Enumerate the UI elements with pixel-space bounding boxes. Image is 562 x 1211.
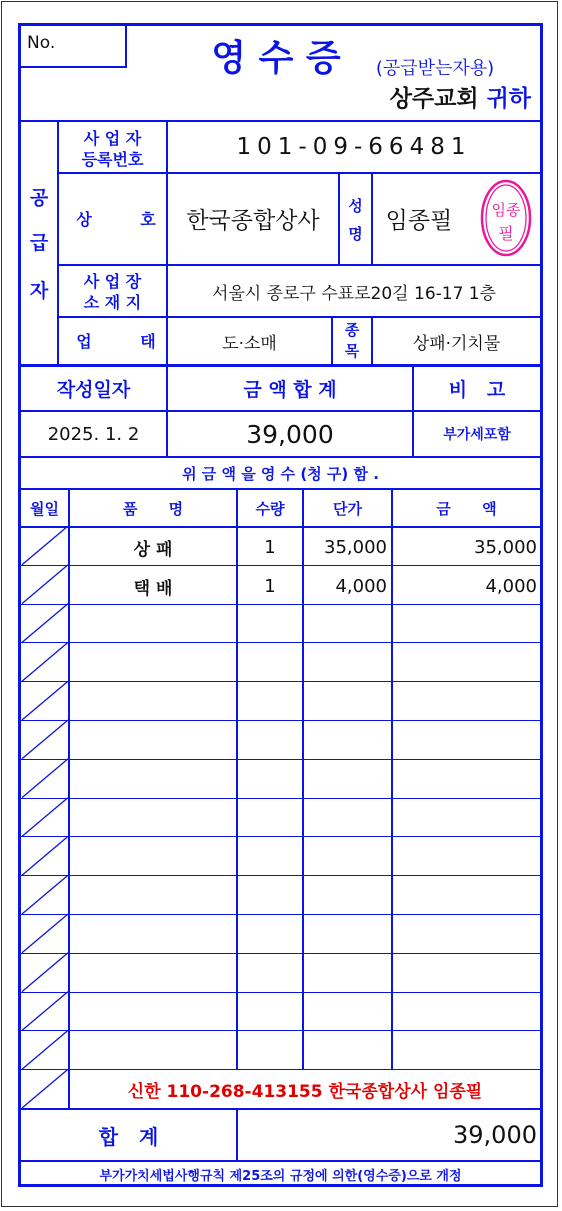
honorific: 귀하 xyxy=(486,85,531,112)
owner-label-2: 명 xyxy=(348,224,363,243)
receipt-subtitle: (공급받는자용) xyxy=(375,58,495,79)
date-slash xyxy=(22,798,68,837)
date-slash xyxy=(22,681,68,720)
owner-name: 임종필 xyxy=(385,207,453,234)
date-slash xyxy=(22,1030,68,1069)
date-slash xyxy=(22,759,68,798)
row-divider xyxy=(21,720,540,721)
row-divider xyxy=(21,681,540,682)
address-value: 서울시 종로구 수표로20길 16-17 1층 xyxy=(211,283,497,304)
address-label-2: 소 재 지 xyxy=(83,292,142,312)
table-row xyxy=(21,567,540,605)
biz-no-label-1: 사 업 자 xyxy=(83,128,142,148)
company-name: 한국종합상사 xyxy=(186,207,320,234)
item-label-2: 목 xyxy=(344,341,360,360)
header-price: 단가 xyxy=(333,499,362,518)
date-slash xyxy=(22,565,68,604)
row-divider xyxy=(21,914,540,915)
row-divider xyxy=(21,992,540,993)
date-slash xyxy=(22,1069,68,1108)
company-label-b: 호 xyxy=(140,209,156,229)
recipient-name: 상주교회 xyxy=(389,85,479,112)
no-label: No. xyxy=(27,33,56,53)
row-price: 4,000 xyxy=(335,575,387,597)
date-slash xyxy=(22,642,68,681)
row-item: 택 배 xyxy=(133,578,173,599)
supplier-label-2: 급 xyxy=(29,231,49,254)
row-divider xyxy=(21,759,540,760)
receipt-title: 영 수 증 xyxy=(211,37,341,79)
type-label-a: 업 xyxy=(76,331,92,351)
date-slash xyxy=(22,836,68,875)
row-amount: 35,000 xyxy=(474,536,537,558)
total-label: 금 액 합 계 xyxy=(243,379,337,401)
date-slash xyxy=(22,953,68,992)
note-value: 부가세포함 xyxy=(443,427,511,443)
row-divider xyxy=(21,798,540,799)
row-divider xyxy=(21,953,540,954)
sum-label: 합 계 xyxy=(98,1124,159,1149)
regulation-note: 부가가치세법사행규칙 제25조의 규정에 의한(영수증)으로 개정 xyxy=(99,1168,462,1184)
address-label-1: 사 업 장 xyxy=(83,271,142,291)
type-label-b: 태 xyxy=(140,331,156,351)
date-value: 2025. 1. 2 xyxy=(47,423,140,445)
row-item: 상 패 xyxy=(133,539,173,560)
row-price: 35,000 xyxy=(324,536,387,558)
owner-label-1: 성 xyxy=(348,196,363,215)
recipient-line xyxy=(361,80,531,112)
row-qty: 1 xyxy=(264,536,276,558)
receipt-frame xyxy=(18,23,543,1187)
biz-item-value: 상패·기치물 xyxy=(412,333,501,354)
date-slash xyxy=(22,875,68,914)
company-label-a: 상 xyxy=(76,209,92,229)
biz-no-label-2: 등록번호 xyxy=(81,149,144,169)
seal-stamp xyxy=(477,175,535,261)
sum-value: 39,000 xyxy=(453,1121,537,1149)
row-divider xyxy=(21,1030,540,1031)
row-divider xyxy=(21,642,540,643)
seal-stamp-graphic xyxy=(477,175,535,261)
date-slash xyxy=(22,914,68,953)
biz-type-value: 도·소매 xyxy=(222,333,277,354)
supplier-label-3: 자 xyxy=(29,279,49,302)
item-label-1: 종 xyxy=(344,320,360,339)
seal-stamp-text-2: 필 xyxy=(498,224,514,243)
row-qty: 1 xyxy=(264,575,276,597)
supplier-label-1: 공 xyxy=(29,186,49,209)
row-divider xyxy=(21,836,540,837)
row-divider xyxy=(21,604,540,605)
receipt-statement: 위 금 액 을 영 수 (청 구) 함 . xyxy=(182,464,379,483)
date-slash xyxy=(22,604,68,643)
row-divider xyxy=(21,565,540,566)
date-slash xyxy=(22,526,68,565)
header-item: 품 명 xyxy=(122,499,184,518)
total-value: 39,000 xyxy=(246,419,334,449)
bank-account-line: 신한 110-268-413155 한국종합상사 임종필 xyxy=(127,1081,483,1102)
date-slash xyxy=(22,720,68,759)
header-amount: 금 액 xyxy=(436,499,497,518)
date-column-slashes xyxy=(21,526,69,1110)
seal-stamp-text-1: 임종 xyxy=(491,201,521,219)
row-amount: 4,000 xyxy=(485,575,537,597)
date-slash xyxy=(22,992,68,1031)
header-date: 월일 xyxy=(30,499,59,518)
table-row xyxy=(21,528,540,566)
row-divider xyxy=(21,1069,540,1070)
note-label: 비 고 xyxy=(448,379,506,401)
header-qty: 수량 xyxy=(255,499,285,518)
date-label: 작성일자 xyxy=(56,379,131,401)
row-divider xyxy=(21,875,540,876)
biz-no-value: 101-09-66481 xyxy=(236,134,472,160)
